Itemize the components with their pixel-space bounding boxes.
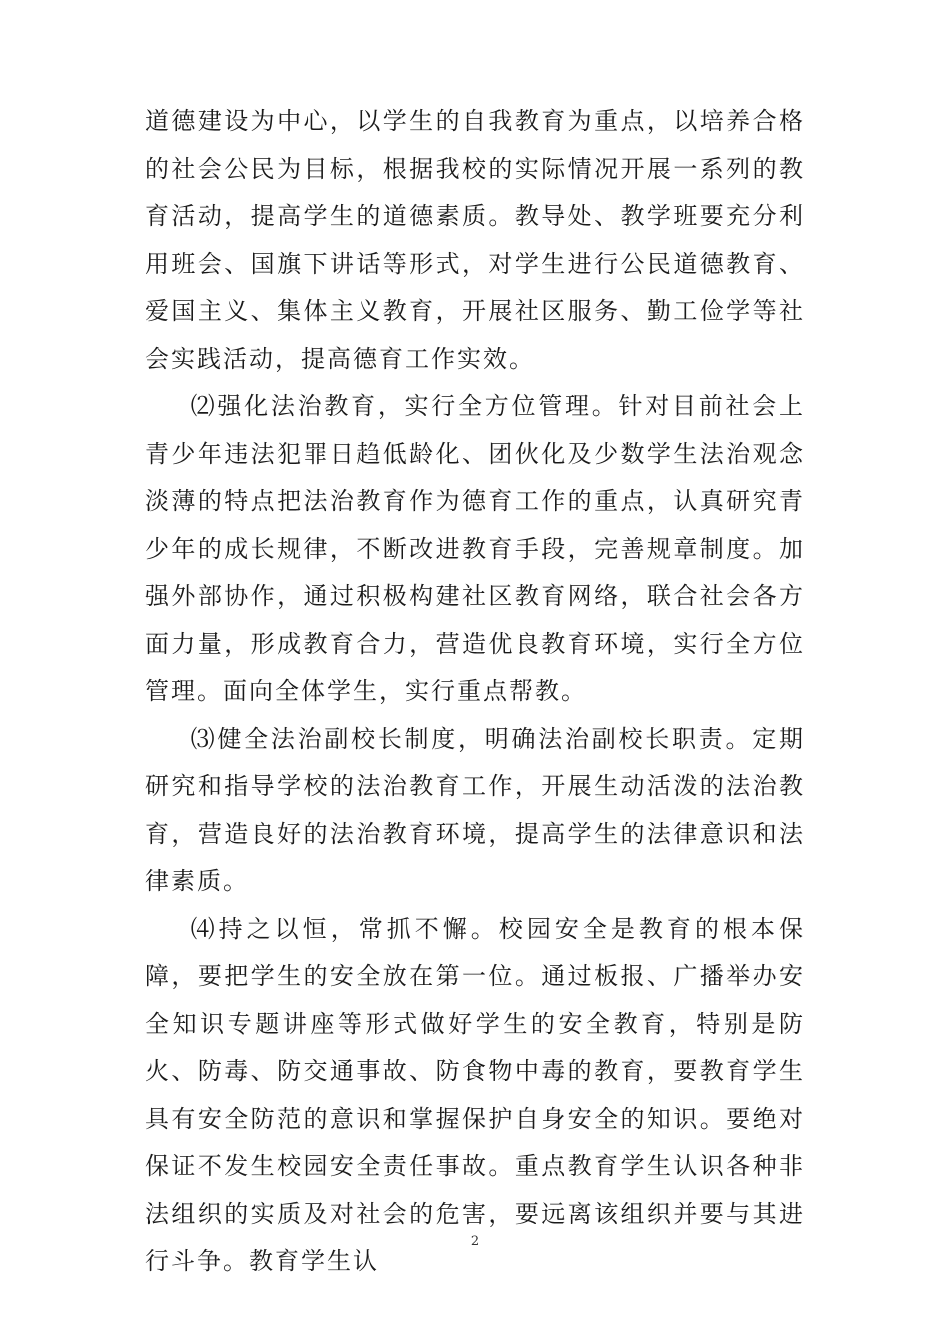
page-number: 2 xyxy=(470,1234,480,1249)
paragraph-law-education: ⑵强化法治教育，实行全方位管理。针对目前社会上青少年违法犯罪日趋低龄化、团伙化及少数学生法治观念淡薄的特点把法治教育作为德育工作的重点，认真研究青少年的成长规律，不断改进教育手段，完善规章制度。加强外部协作，通过积极构建社区教育网络，联合社会各方面力量，形成教育合力，营造优良教育环境，实行全方位管理。面向全体学生，实行重点帮教。 xyxy=(145,392,805,705)
document-body xyxy=(145,98,805,1286)
paragraph-safety: ⑷持之以恒，常抓不懈。校园安全是教育的根本保障，要把学生的安全放在第一位。通过板报、广播举办安全知识专题讲座等形式做好学生的安全教育，特别是防火、防毒、防交通事故、防食物中毒的教育，要教育学生具有安全防范的意识和掌握保护自身安全的知识。要绝对保证不发生校园安全责任事故。重点教育学生认识各种非法组织的实质及对社会的危害，要远离该组织并要与其进行斗争。教育学生认 xyxy=(145,914,805,1275)
paragraph-vice-principal: ⑶健全法治副校长制度，明确法治副校长职责。定期研究和指导学校的法治教育工作，开展生动活泼的法治教育，营造良好的法治教育环境，提高学生的法律意识和法律素质。 xyxy=(145,724,805,895)
paragraph-continuation: 道德建设为中心，以学生的自我教育为重点，以培养合格的社会公民为目标，根据我校的实际情况开展一系列的教育活动，提高学生的道德素质。教导处、教学班要充分利用班会、国旗下讲话等形式，对学生进行公民道德教育、爱国主义、集体主义教育，开展社区服务、勤工俭学等社会实践活动，提高德育工作实效。 xyxy=(145,107,805,373)
